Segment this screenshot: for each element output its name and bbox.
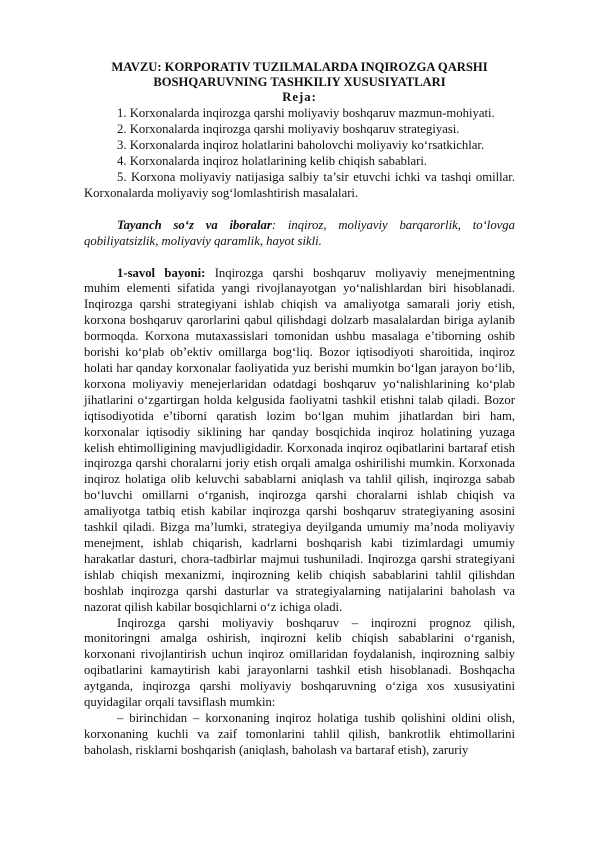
section1-text: Inqirozga qarshi boshqaruv moliyaviy menejmentning muhim elementi sifatida yangi rivojlanayotgan yo‘nalishlardan biri hisoblanadi. Inqirozga qarshi strategiyani ishlab chiqish va amaliyotga samarali joriy etish, korxona boshqaruv qarorlarini qabul qilishdagi dolzarb masalalardan biriga aylanib bormoqda. Korxona mutaxassislari tomonidan ushbu masalaga e’tiborning oshib borishi ko‘plab ob’ektiv omillarga bog‘liq. Bozor iqtisodiyoti sharoitida, inqiroz holati har qanday korxonalar faoliyatida yuz berishi mumkin bo‘lgan jarayon bo‘lib, korxona moliyaviy menejerlaridan odatdagi boshqaruv yo‘nalishlarining ko‘plab jihatlarini o‘zgartirgan holda kelgusida faoliyatni tashkil etishni talab qiladi. Bozor iqtisodiyotida e’tiborni qaratish lozim bo‘lgan muhim jihatlardan biri ham, korxonalar iqtisodiy siklining har qanday bosqichida inqiroz holatining yuzaga kelish ehtimolligining mavjudligidadir. Korxonada inqiroz oqibatlarini bartaraf etish inqirozga qarshi choralarni joriy etish orqali amalga oshirilishi mumkin. Korxonada inqiroz holatiga olib keluvchi sabablarni aniqlash va tahlil qilish, inqirozga sabab bo‘luvchi omillarni o‘rganish, inqirozga qarshi choralarni ishlab chiqish va amaliyotga tatbiq etish kabilar inqirozga qarshi boshqaruv strategiyaning asosini tashkil qiladi. Bizga ma’lumki, strategiya deyilganda umumiy ma’noda moliyaviy menejment, ishlab chiqarish, kadrlarni boshqarish kabi tizimlardagi umumiy harakatlar dasturi, chora-tadbirlar majmui tushuniladi. Inqirozga qarshi strategiyani ishlab chiqish mexanizmi, inqirozning kelib chiqish sabablarini tahlil qilishdan boshlab inqirozga qarshi dasturlar va strategiyalarning natijalarini baholash va nazorat qilish kabilar bosqichlarni o‘z ichiga oladi. <box>84 265 515 614</box>
plan-item: 4. Korxonalarda inqiroz holatlarining kelib chiqish sabablari. <box>117 154 428 169</box>
plan-item: 2. Korxonalarda inqirozga qarshi moliyaviy boshqaruv strategiyasi. <box>117 122 460 137</box>
section1-paragraph <box>84 266 515 616</box>
keywords-text: : inqiroz, moliyaviy barqarorlik, to‘lovga qobiliyatsizlik, moliyaviy qaramlik, hayot sikli. <box>84 217 515 248</box>
body-paragraph-3: – birinchidan – korxonaning inqiroz holatiga tushib qolishini oldini olish, korxonaning kuchli va zaif tomonlarini tahlil qilish, bankrotlik ehtimollarini baholash, risklarni boshqarish (aniqlash, baholash va bartaraf etish), zaruriy <box>84 710 515 757</box>
keywords-label: Tayanch so‘z va iboralar <box>117 217 272 232</box>
document-title: MAVZU: KORPORATIV TUZILMALARDA INQIROZGA QARSHI BOSHQARUVNING TASHKILIY XUSUSIYATLARI <box>111 60 488 90</box>
body-paragraph-2: Inqirozga qarshi moliyaviy boshqaruv – inqirozni prognoz qilish, monitoringni amalga oshirish, inqirozni kelib chiqish sabablarini o‘rganish, korxonani rivojlantirish uchun inqiroz omillaridan foydalanish, inqirozning salbiy oqibatlarini kamaytirish kabi jarayonlarni tashkil etish hisoblanadi. Boshqacha aytganda, inqirozga qarshi moliyaviy boshqaruvning o‘ziga xos xususiyatini quyidagilar orqali tavsiflash mumkin: <box>84 615 515 710</box>
plan-item: 3. Korxonalarda inqiroz holatlarini baholovchi moliyaviy ko‘rsatkichlar. <box>117 138 485 153</box>
plan-item: 1. Korxonalarda inqirozga qarshi moliyaviy boshqaruv mazmun-mohiyati. <box>117 106 495 121</box>
plan-heading: Reja: <box>282 90 317 105</box>
plan-item: 5. Korxona moliyaviy natijasiga salbiy ta’sir etuvchi ichki va tashqi omillar. Korxonalarda moliyaviy sog‘lomlashtirish masalalari. <box>84 169 515 200</box>
section1-label: 1-savol bayoni: <box>117 265 206 280</box>
document-body <box>84 60 515 759</box>
keywords-paragraph <box>84 218 515 250</box>
plan-list <box>84 106 515 201</box>
